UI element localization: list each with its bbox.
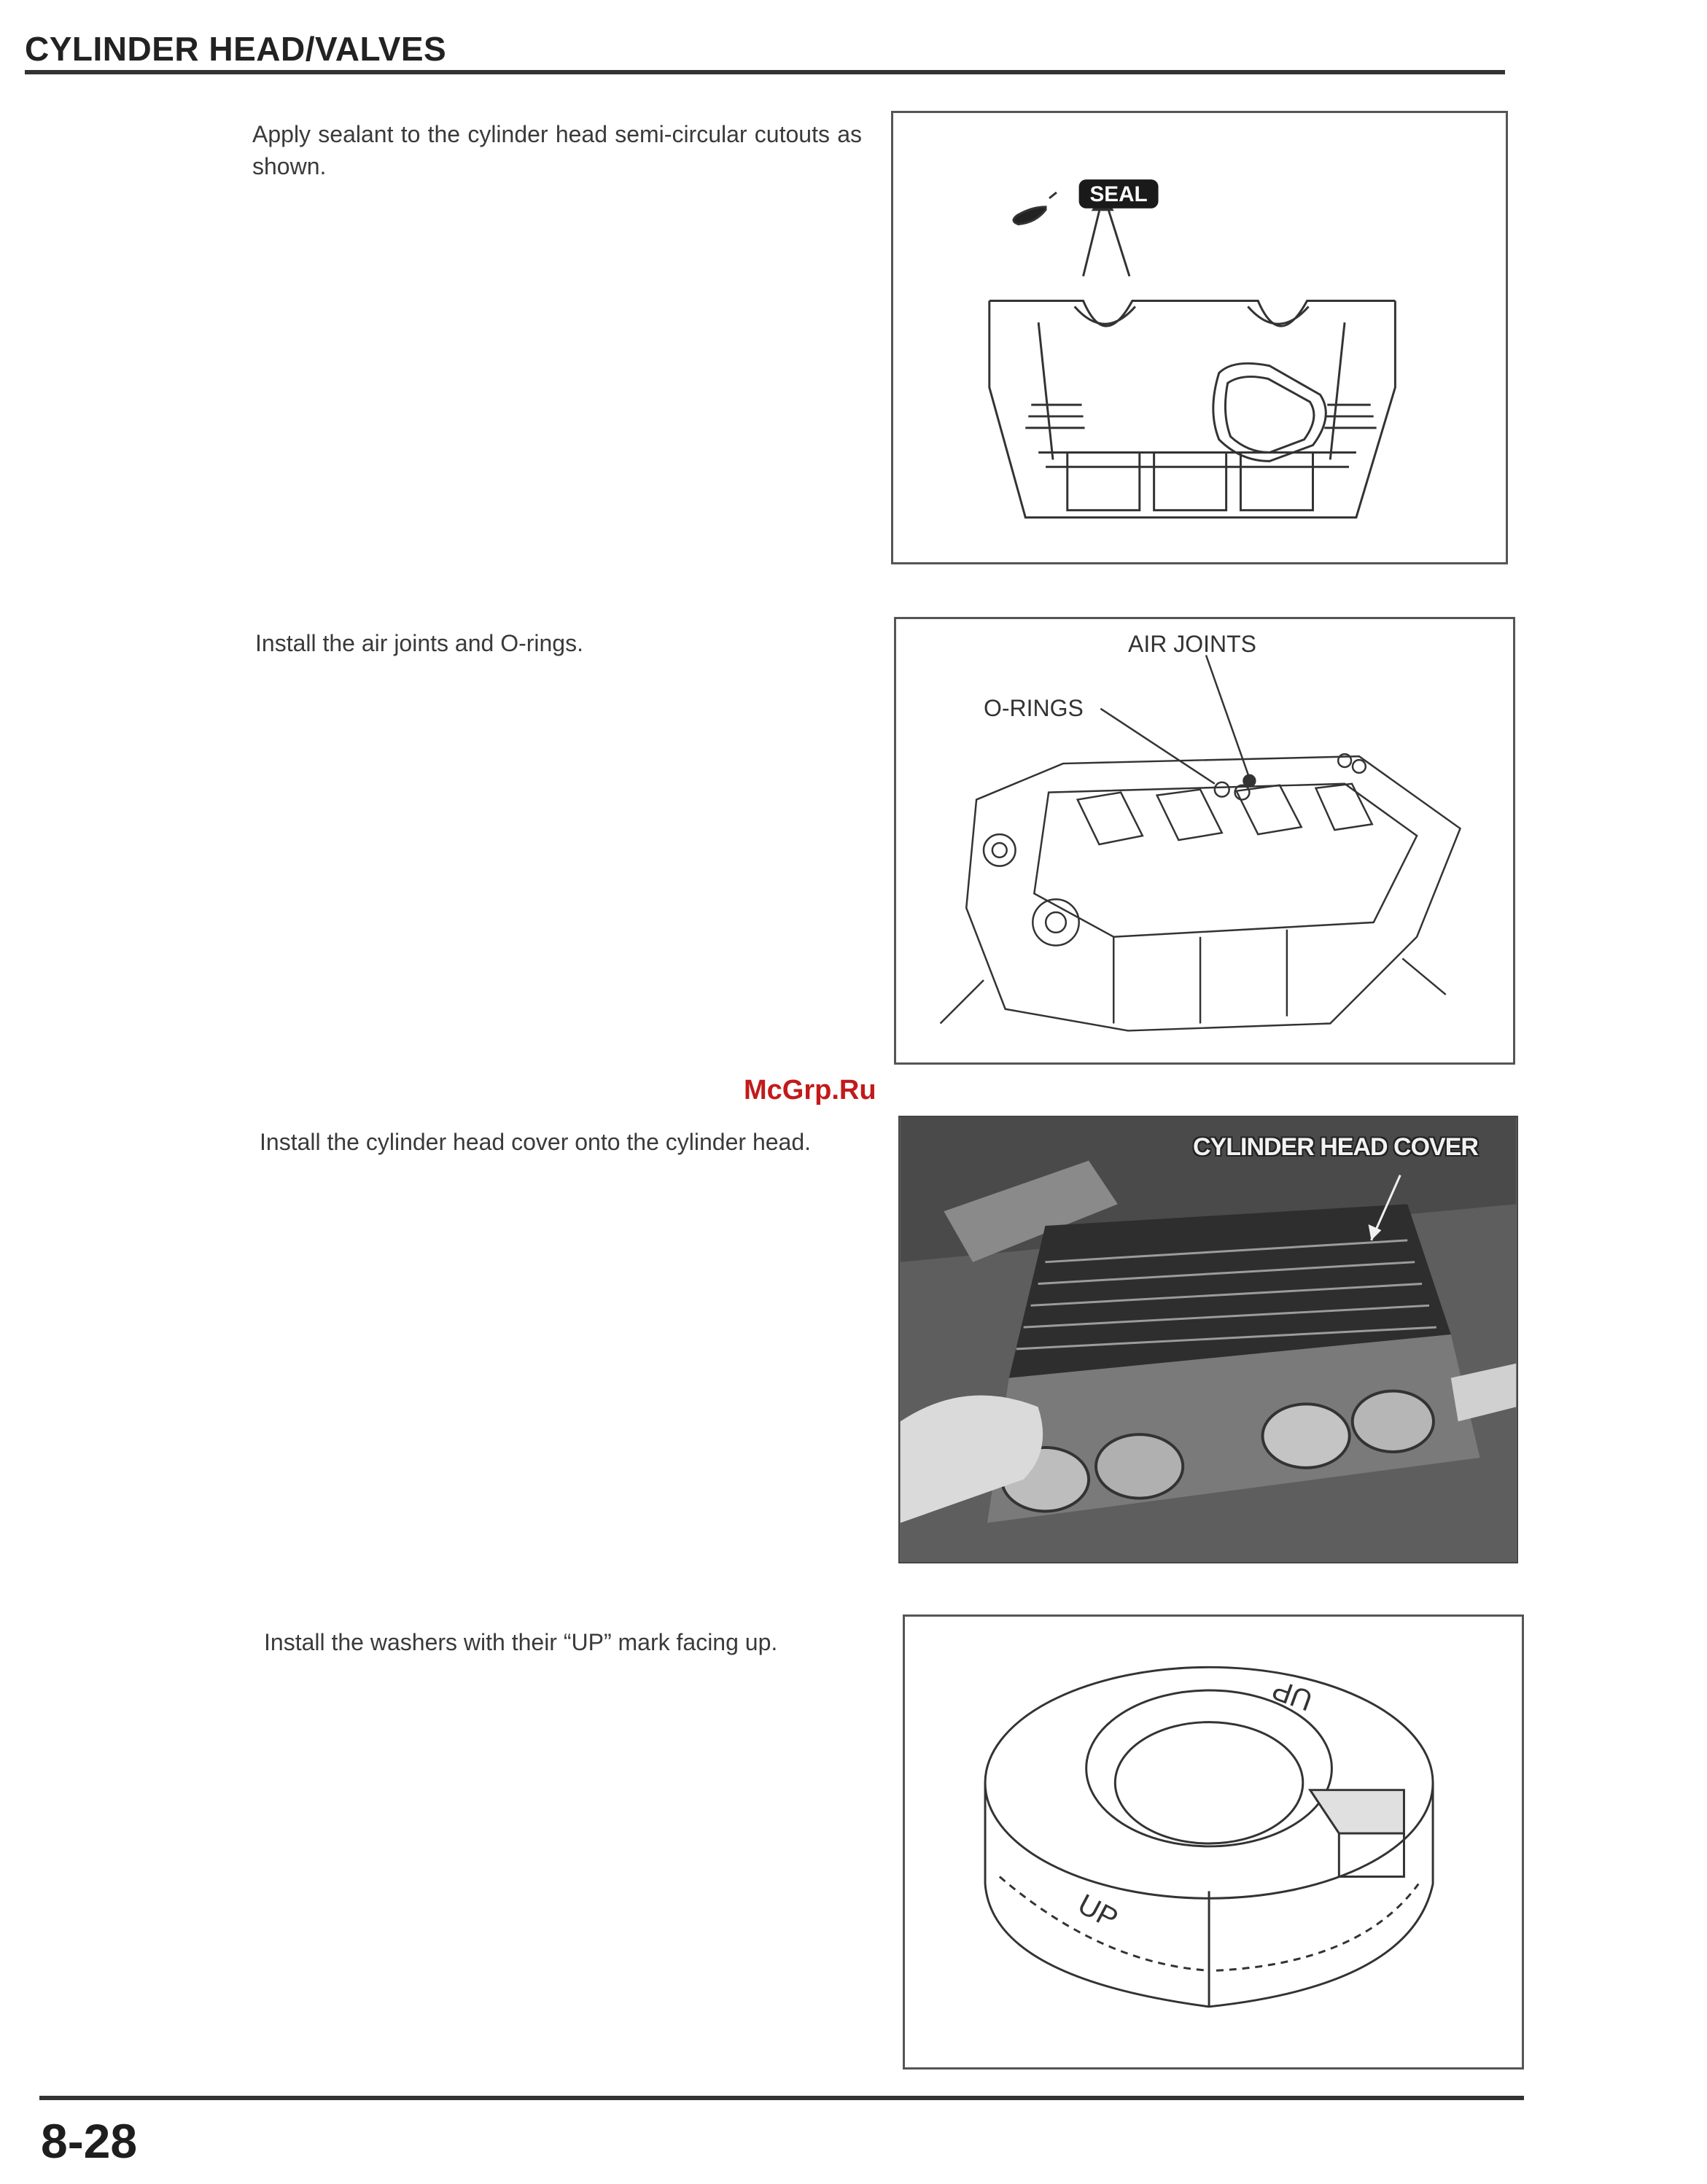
label-cylinder-head-cover: CYLINDER HEAD COVER [1193,1133,1478,1161]
page-number: 8-28 [41,2114,138,2168]
label-air-joints: AIR JOINTS [1128,631,1257,657]
seal-badge [1079,179,1159,209]
page-title: CYLINDER HEAD/VALVES [25,30,447,68]
up-mark-side: UP [1073,1888,1124,1935]
seal-label: SEAL [1089,182,1148,206]
engine-top-drawing [896,619,1513,1062]
label-o-rings: O-RINGS [984,695,1084,721]
cylinder-head-drawing [893,113,1506,562]
figure-air-joints [894,617,1515,1065]
step-air-joints-text: Install the air joints and O-rings. [255,630,583,656]
step-sealant-text: Apply sealant to the cylinder head semi-circular cutouts as shown. [252,121,862,179]
figure-sealant [891,111,1508,564]
photo-head-cover [898,1116,1518,1563]
washer-drawing [905,1617,1522,2067]
step-washer-text: Install the washers with their “UP” mark facing up. [264,1629,778,1655]
up-mark-top: UP [1268,1673,1317,1717]
watermark: McGrp.Ru [744,1075,876,1105]
footer-rule [39,2096,1524,2100]
head-cover-photo [900,1117,1517,1562]
figure-washer [903,1614,1524,2070]
step-head-cover-text: Install the cylinder head cover onto the cylinder head. [260,1129,812,1155]
header-rule [25,70,1505,74]
